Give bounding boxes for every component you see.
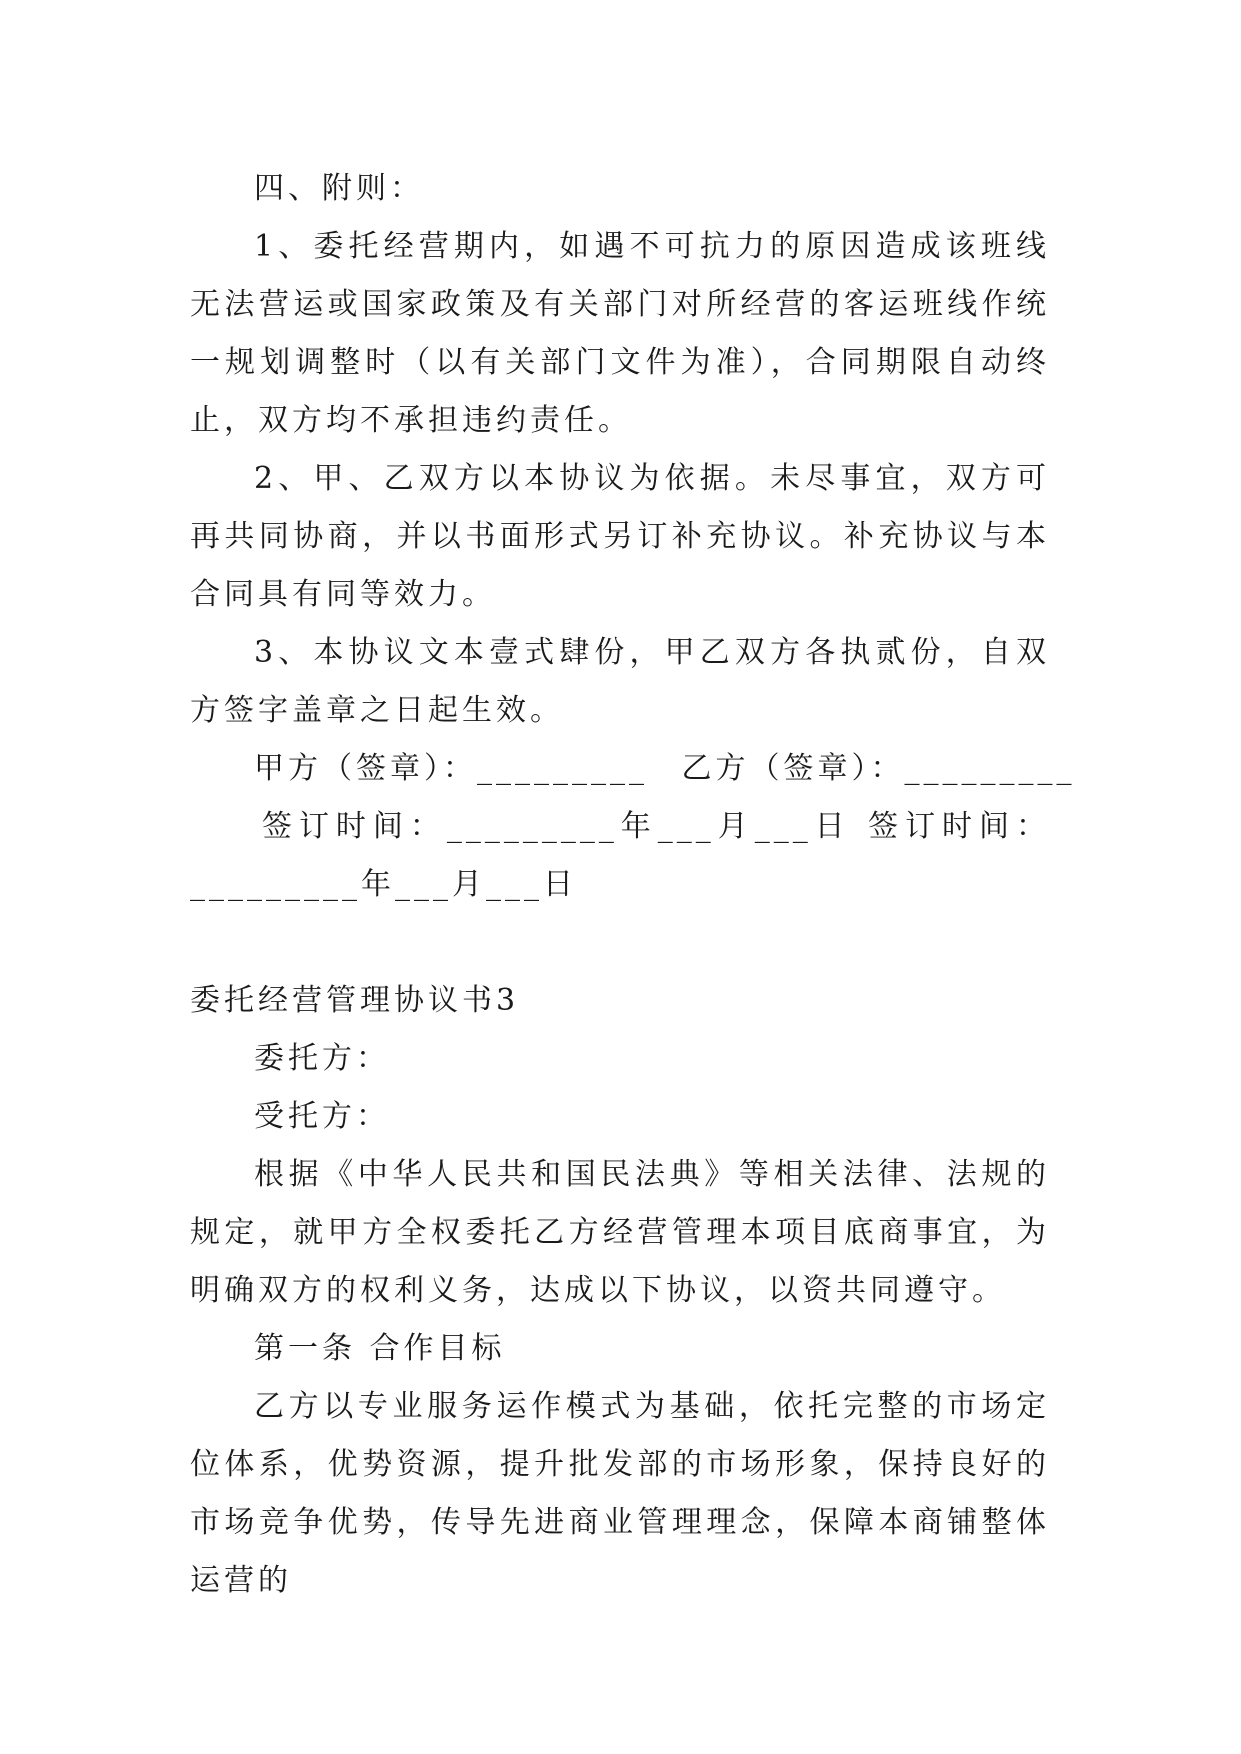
preamble: 根据《中华人民共和国民法典》等相关法律、法规的规定，就甲方全权委托乙方经营管理本项目底商事宜，为明确双方的权利义务，达成以下协议，以资共同遵守。 xyxy=(190,1157,1050,1308)
party-b-signature: 乙方（签章）：_________ xyxy=(681,751,1076,786)
clause-3: 3、本协议文本壹式肆份，甲乙双方各执贰份，自双方签字盖章之日起生效。 xyxy=(190,635,1050,728)
signing-date-line: 签订时间：_________年___月___日 签订时间： xyxy=(262,809,1050,844)
signing-date-line-continued: _________年___月___日 xyxy=(190,867,577,902)
agreement-title: 委托经营管理协议书3 xyxy=(190,983,520,1018)
document-body xyxy=(190,160,1076,1610)
clause-1: 1、委托经营期内，如遇不可抗力的原因造成该班线无法营运或国家政策及有关部门对所经营的客运班线作统一规划调整时（以有关部门文件为准），合同期限自动终止，双方均不承担违约责任。 xyxy=(190,229,1050,438)
agent-party: 受托方： xyxy=(254,1099,390,1134)
clause-2: 2、甲、乙双方以本协议为依据。未尽事宜，双方可再共同协商，并以书面形式另订补充协议。补充协议与本合同具有同等效力。 xyxy=(190,461,1050,612)
article-1-body: 乙方以专业服务运作模式为基础，依托完整的市场定位体系，优势资源，提升批发部的市场形象，保持良好的市场竞争优势，传导先进商业管理理念，保障本商铺整体运营的 xyxy=(190,1389,1050,1598)
principal-party: 委托方： xyxy=(254,1041,390,1076)
party-a-signature: 甲方（签章）：_________ xyxy=(254,751,648,786)
article-1-title: 第一条 合作目标 xyxy=(254,1331,506,1366)
signature-row xyxy=(190,740,1076,798)
section-heading: 四、附则： xyxy=(254,171,424,206)
